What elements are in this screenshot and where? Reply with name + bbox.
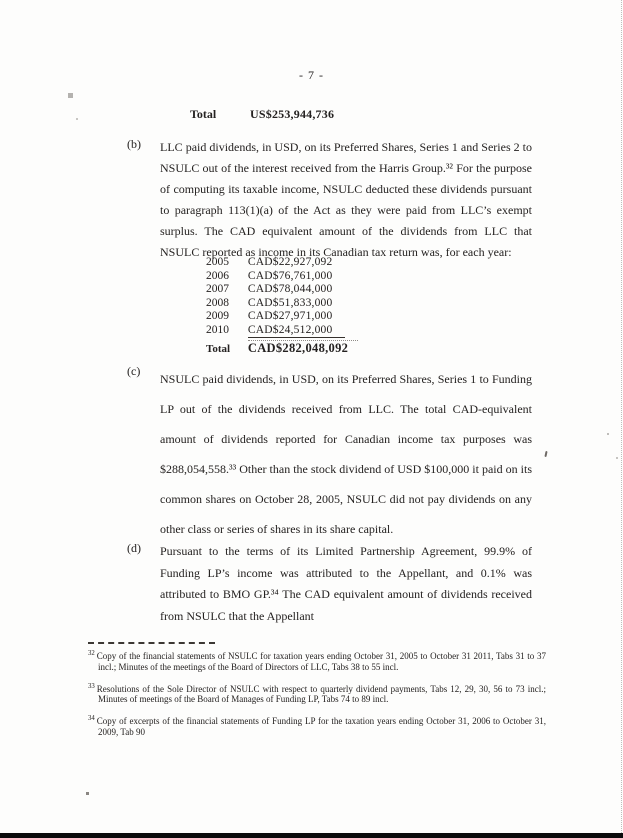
footnote (88, 649, 546, 673)
amount-cell: CAD$24,512,000 (248, 324, 346, 339)
paragraph-b-label: (b) (127, 137, 141, 151)
table-total-label: Total (206, 343, 231, 355)
footnote-text: Copy of the financial statements of NSULC for taxation years ending October 31, 2005 to October 31 2011, Tabs 31 to 37 incl.; Minutes of the meetings of the Board of Directors of LLC, Tabs 38 to 55 incl. (96, 651, 546, 672)
scan-speck (68, 93, 73, 98)
footnote-number: 34 (88, 715, 95, 723)
paragraph-c-text: NSULC paid dividends, in USD, on its Preferred Shares, Series 1 to Funding LP out of the dividends received from LLC. The total CAD-equivalent amount of dividends reported for Canadian income tax purposes was $288,054,558.³³ Other than the stock dividend of USD $100,000 it paid on its common shares on October 28, 2005, NSULC did not pay dividends on any other class or series of shares in its share capital. (160, 372, 532, 536)
amount-cell: CAD$78,044,000 (247, 283, 333, 295)
paragraph-d-text: Pursuant to the terms of its Limited Partnership Agreement, 99.9% of Funding LP’s income was attributed to the Appellant, and 0.1% was attributed to BMO GP.³⁴ The CAD equivalent amount of dividends received from NSULC that the Appellant (160, 544, 532, 623)
table-total-value: CAD$282,048,092 (248, 340, 358, 356)
paragraph-b (127, 137, 532, 263)
year-cell: 2008 (206, 296, 229, 309)
scan-speck (616, 457, 618, 459)
scan-bottom-edge (0, 833, 623, 838)
footnote-text: Resolutions of the Sole Director of NSULC with respect to quarterly dividend payments, Tabs 12, 29, 30, 56 to 73 incl.; Minutes of meetings of the Board of Manages of Funding LP, Tabs 74 to 89 incl. (96, 683, 546, 705)
year-cell: 2005 (206, 256, 229, 268)
footnote-number: 32 (88, 650, 95, 657)
table-row (206, 270, 358, 284)
scan-speck (544, 451, 547, 457)
footnote (88, 682, 546, 706)
paragraph-d-label: (d) (127, 541, 141, 555)
year-cell: 2010 (206, 323, 229, 336)
paragraph-c (127, 364, 532, 544)
table-row (206, 297, 358, 311)
dividend-year-table (206, 256, 358, 357)
scan-speck (86, 792, 89, 795)
amount-cell: CAD$27,971,000 (247, 310, 333, 322)
table-row (206, 256, 358, 270)
footnote-text: Copy of excerpts of the financial statements of Funding LP for the taxation years ending October 31, 2006 to October 31, 2009, Tab 90 (96, 716, 546, 737)
table-row (206, 283, 358, 297)
amount-cell: CAD$76,761,000 (247, 269, 333, 282)
table-row (206, 310, 358, 324)
footnote (88, 714, 546, 738)
year-cell: 2007 (206, 283, 229, 295)
paragraph-b-text: LLC paid dividends, in USD, on its Preferred Shares, Series 1 and Series 2 to NSULC out of the interest received from the Harris Group.³² For the purpose of computing its taxable income, NSULC deducted these dividends pursuant to paragraph 113(1)(a) of the Act as they were paid from LLC’s exempt surplus. The CAD equivalent amount of the dividends from LLC that NSULC reported as income in its Canadian tax return was, for each year: (160, 140, 532, 259)
carryover-total-value: US$253,944,736 (250, 107, 335, 121)
footnotes-section (88, 642, 546, 747)
footnote-separator (88, 642, 215, 644)
amount-cell: CAD$22,927,092 (247, 256, 333, 268)
scan-speck (607, 433, 609, 435)
table-total-row (206, 340, 358, 357)
footnote-number: 33 (88, 682, 95, 690)
year-cell: 2006 (206, 269, 229, 282)
carryover-total-label: Total (190, 107, 217, 121)
amount-cell: CAD$51,833,000 (247, 296, 333, 309)
page-number: - 7 - (299, 68, 324, 82)
year-cell: 2009 (206, 310, 229, 322)
scan-speck (76, 118, 78, 120)
scan-edge-artifact (621, 0, 622, 833)
paragraph-c-label: (c) (127, 364, 141, 378)
paragraph-d (127, 541, 532, 627)
table-row (206, 324, 358, 339)
